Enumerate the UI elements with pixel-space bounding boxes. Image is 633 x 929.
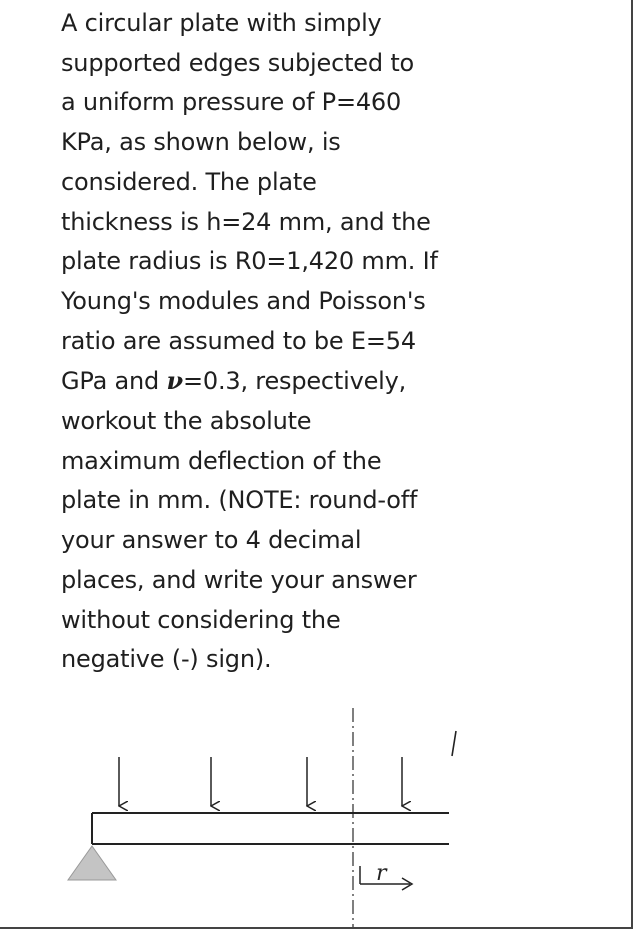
question-line-10-end: =0.3, respectively, — [182, 367, 407, 396]
question-line-6: thickness is h=24 mm, and the — [61, 207, 431, 236]
question-line-7: plate radius is R0=1,420 mm. If — [61, 247, 438, 276]
poisson-symbol: ν — [166, 366, 183, 396]
question-line-11: workout the absolute — [61, 407, 312, 436]
question-line-3: a uniform pressure of P=460 — [61, 88, 402, 117]
question-line-1: A circular plate with simply — [61, 9, 382, 37]
question-line-14: your answer to 4 decimal — [61, 526, 362, 555]
question-line-13: plate in mm. (NOTE: round-off — [61, 486, 418, 515]
pressure-arrows — [119, 757, 402, 806]
question-line-15: places, and write your answer — [61, 565, 417, 594]
question-line-17: negative (-) sign). — [61, 645, 272, 674]
question-line-9: ratio are assumed to be E=54 — [61, 326, 416, 355]
question-line-10-start: GPa and — [61, 367, 167, 396]
edge-mark — [452, 731, 456, 756]
plate — [92, 813, 449, 844]
radial-coordinate — [360, 861, 412, 890]
question-line-4: KPa, as shown below, is — [61, 128, 341, 157]
question-line-5: considered. The plate — [61, 167, 317, 196]
question-line-2: supported edges subjected to — [61, 48, 415, 77]
question-line-8: Young's modules and Poisson's — [61, 286, 426, 315]
simple-support — [68, 846, 116, 880]
question-line-16: without considering the — [61, 605, 341, 634]
question-line-12: maximum deflection of the — [61, 446, 382, 475]
radial-label: r — [376, 861, 387, 886]
